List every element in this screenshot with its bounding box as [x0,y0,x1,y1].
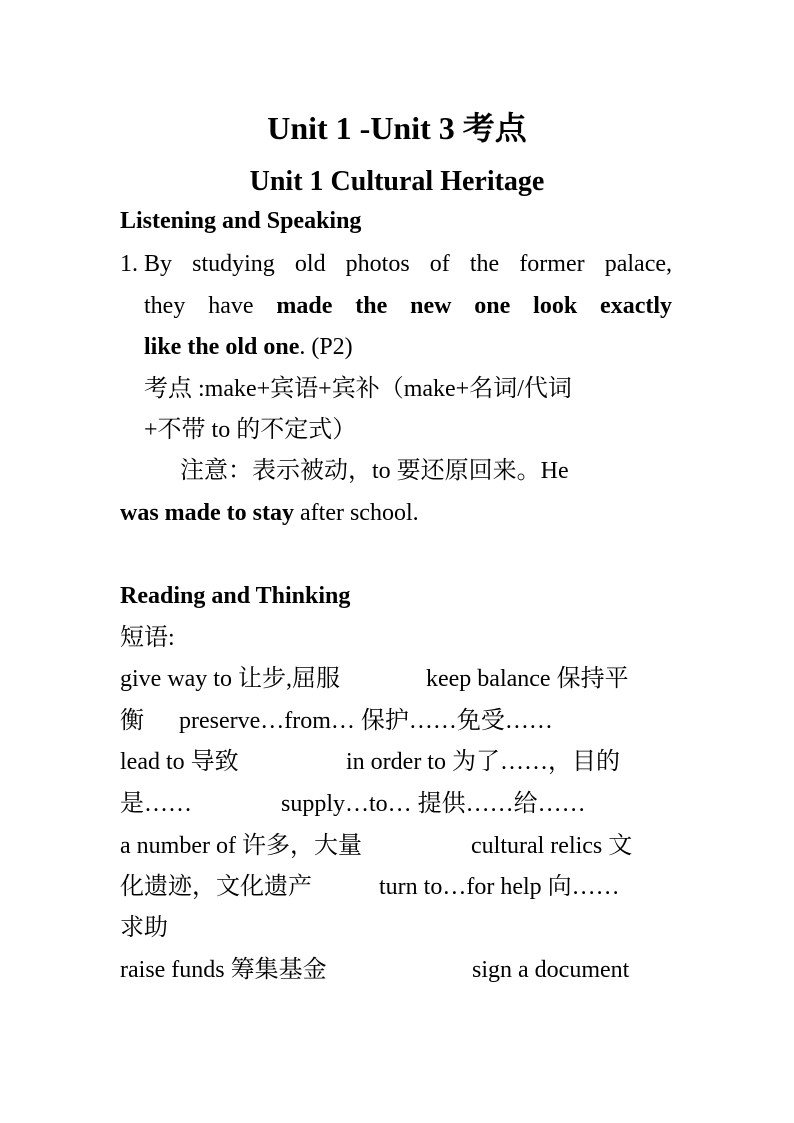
note-line: 注意：表示被动，to 要还原回来。He [180,458,569,484]
section-heading-listening: Listening and Speaking [120,208,362,234]
phrase-item: supply…to… 提供……给…… [281,791,586,817]
key-phrase: made the new one look exactly [276,293,673,319]
phrase-item: a number of 许多，大量 [120,833,362,859]
phrase-item: 化遗迹，文化遗产 [120,874,312,900]
key-phrase: was made to stay [120,500,294,526]
phrase-item: 是…… [120,791,192,817]
phrase-item: cultural relics 文 [471,833,633,859]
phrase-item: sign a document [472,957,630,983]
unit-title: Unit 1 Cultural Heritage [249,166,545,197]
phrase-item: keep balance 保持平 [426,666,629,692]
phrase-item: preserve…from… 保护……免受…… [179,708,553,734]
phrase-item: give way to 让步,屈服 [120,666,340,692]
grammar-point: 考点 :make+宾语+宾补（make+名词/代词 [144,376,572,402]
phrase-item: turn to…for help 向…… [379,874,620,900]
phrases-label: 短语: [120,625,175,651]
example-sentence-line: they have made the new one look exactly [144,293,673,319]
item-number: 1. [120,251,138,277]
phrase-item: raise funds 筹集基金 [120,957,327,983]
document-title: Unit 1 -Unit 3 考点 [267,110,527,146]
key-phrase: like the old one [144,334,300,360]
phrase-item: 求助 [120,915,168,941]
note-line: was made to stay after school. [120,500,419,526]
example-sentence-line: By studying old photos of the former palace, [144,251,672,277]
section-heading-reading: Reading and Thinking [120,583,351,609]
phrase-item: lead to 导致 [120,749,239,775]
phrase-item: 衡 [120,708,144,734]
grammar-point: +不带 to 的不定式） [144,417,357,443]
example-sentence-line: like the old one. (P2) [144,334,353,360]
phrase-item: in order to 为了……，目的 [346,749,620,775]
